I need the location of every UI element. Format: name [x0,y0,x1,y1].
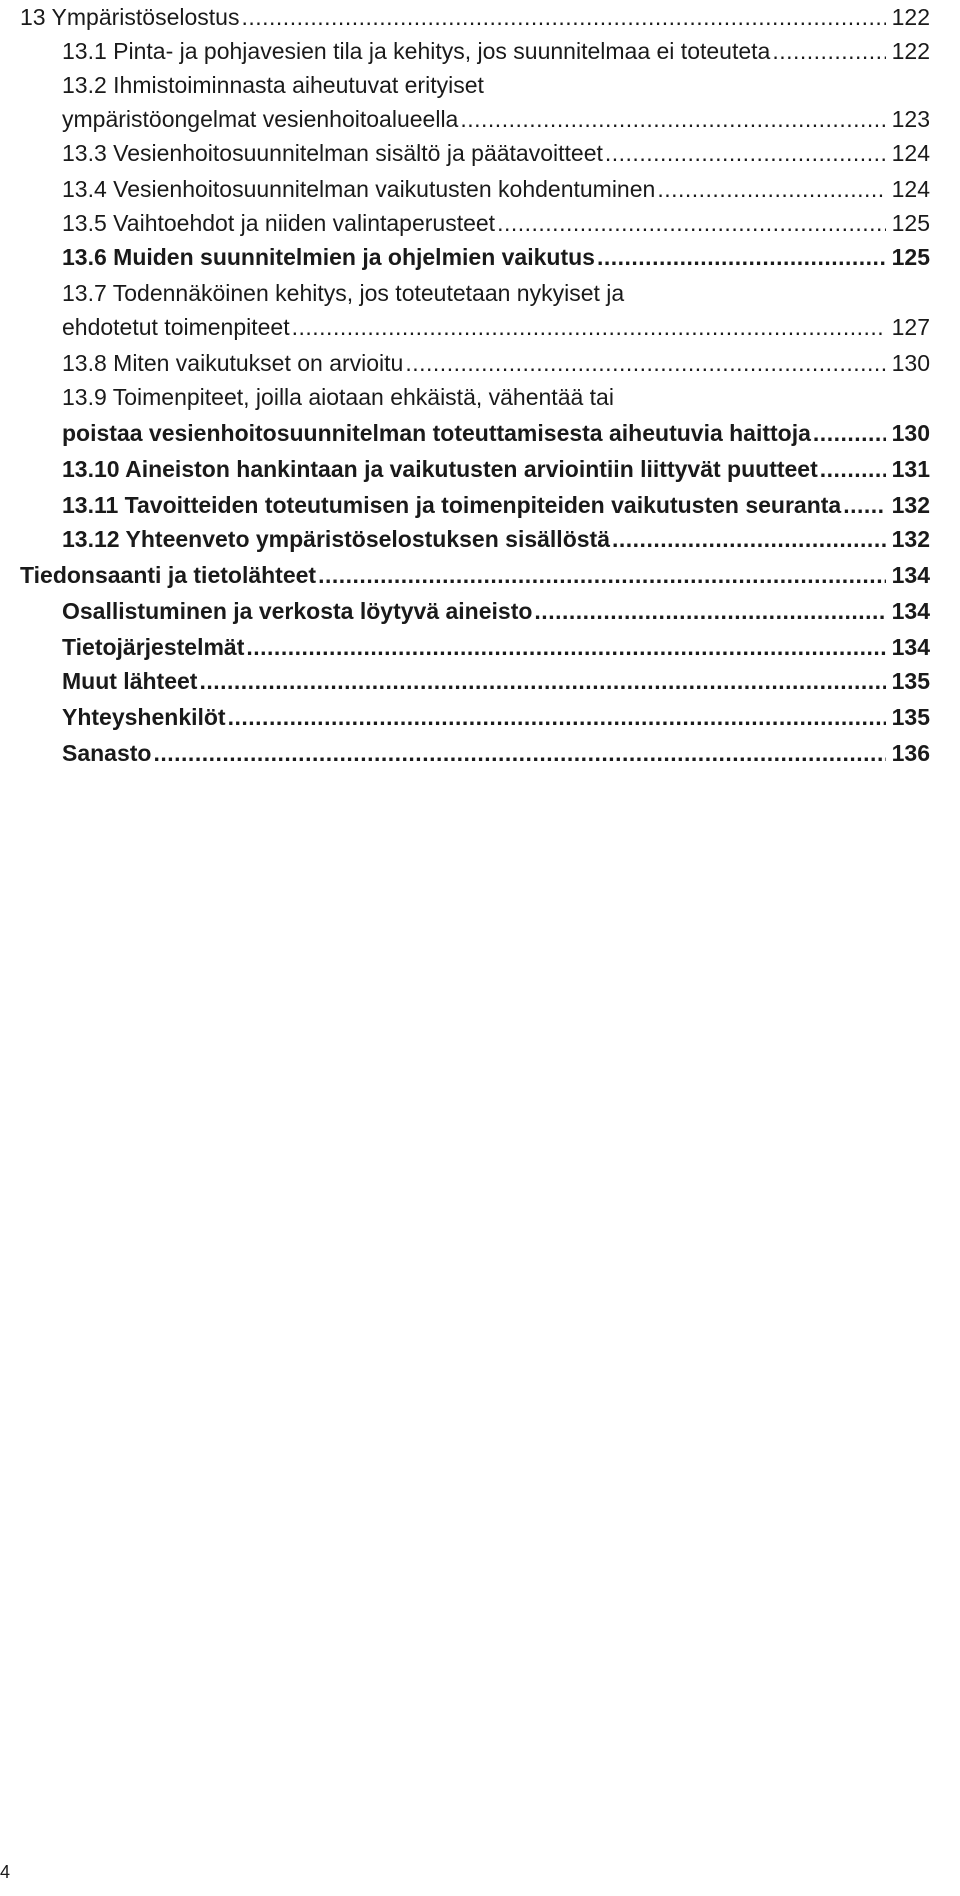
toc-entry-title-line1[interactable]: 13.7 Todennäköinen kehitys, jos toteutetaan nykyiset ja [62,280,625,306]
toc-entry[interactable] [62,102,930,136]
dot-leader [318,558,886,592]
toc-entry-title: 13.1 Pinta- ja pohjavesien tila ja kehitys, jos suunnitelmaa ei toteuteta [62,38,771,64]
dot-leader [241,0,885,34]
toc-entry[interactable] [62,346,930,380]
toc-entry-title: 13.10 Aineiston hankintaan ja vaikutusten arviointiin liittyvät puutteet [62,456,818,482]
toc-entry-title: 13.3 Vesienhoitosuunnitelman sisältö ja päätavoitteet [62,140,603,166]
toc-entry-page: 131 [891,456,930,482]
toc-entry-page: 130 [891,350,930,376]
toc-entry-page: 127 [891,314,930,340]
toc-entry[interactable] [62,700,930,734]
toc-entry[interactable] [62,594,930,628]
toc-entry-title: ympäristöongelmat vesienhoitoalueella [62,106,459,132]
toc-entry[interactable] [20,0,930,34]
toc-entry-title: Tietojärjestelmät [62,634,245,660]
toc-entry-page: 125 [891,244,930,270]
toc-entry[interactable] [62,172,930,206]
toc-entry[interactable] [62,206,930,240]
page-number: 4 [0,1862,11,1882]
toc-entry[interactable] [62,416,930,450]
toc-entry-title: Yhteyshenkilöt [62,704,226,730]
dot-leader [597,240,886,274]
dot-leader [612,522,886,556]
toc-entry-title: Tiedonsaanti ja tietolähteet [20,562,317,588]
toc-entry-page: 124 [891,176,930,202]
toc-entry-page: 132 [891,492,930,518]
toc-entry-title: 13.4 Vesienhoitosuunnitelman vaikutusten kohdentuminen [62,176,656,202]
toc-entry-page: 130 [891,420,930,446]
toc-entry-title: 13 Ympäristöselostus [20,4,240,30]
toc-entry-title-line1[interactable]: 13.9 Toimenpiteet, joilla aiotaan ehkäistä, vähentää tai [62,384,614,410]
toc-entry-title: Muut lähteet [62,668,198,694]
toc-entry-page: 135 [891,668,930,694]
toc-entry-page: 122 [891,38,930,64]
dot-leader [497,206,886,240]
toc-entry-page: 132 [891,526,930,552]
toc-entry-title: 13.11 Tavoitteiden toteutumisen ja toimenpiteiden vaikutusten seuranta [62,492,842,518]
dot-leader [228,700,886,734]
dot-leader [843,488,885,522]
dot-leader [153,736,885,770]
toc-entry-title: 13.6 Muiden suunnitelmien ja ohjelmien vaikutus [62,244,595,270]
toc-entry[interactable] [62,630,930,664]
toc-entry[interactable] [62,452,930,486]
toc-entry-title: Osallistuminen ja verkosta löytyvä aineisto [62,598,533,624]
toc-entry-title: 13.5 Vaihtoehdot ja niiden valintaperusteet [62,210,496,236]
toc-entry[interactable] [62,522,930,556]
toc-entry-title: 13.12 Yhteenveto ympäristöselostuksen sisällöstä [62,526,610,552]
toc-entry-page: 134 [891,634,930,660]
dot-leader [657,172,885,206]
dot-leader [246,630,885,664]
dot-leader [820,452,886,486]
toc-entry-page: 125 [891,210,930,236]
dot-leader [292,310,886,344]
toc-entry-page: 134 [891,598,930,624]
toc-entry-title-line1[interactable]: 13.2 Ihmistoiminnasta aiheutuvat erityiset [62,72,484,98]
toc-entry-title: ehdotetut toimenpiteet [62,314,290,340]
toc-entry-page: 135 [891,704,930,730]
dot-leader [605,136,886,170]
dot-leader [813,416,886,450]
toc-entry[interactable] [62,310,930,344]
toc-entry[interactable] [62,664,930,698]
toc-entry[interactable] [62,240,930,274]
dot-leader [405,346,885,380]
dot-leader [534,594,885,628]
toc-entry[interactable] [20,558,930,592]
dot-leader [772,34,885,68]
toc-entry[interactable] [62,488,930,522]
toc-entry-page: 123 [891,106,930,132]
toc-entry[interactable] [62,34,930,68]
toc-entry[interactable] [62,136,930,170]
dot-leader [199,664,885,698]
toc-entry-title: Sanasto [62,740,152,766]
dot-leader [460,102,885,136]
toc-entry-page: 134 [891,562,930,588]
toc-entry-page: 136 [891,740,930,766]
toc-entry-page: 122 [891,4,930,30]
toc-entry-title: 13.8 Miten vaikutukset on arvioitu [62,350,404,376]
toc-entry[interactable] [62,736,930,770]
toc-entry-title: poistaa vesienhoitosuunnitelman toteuttamisesta aiheutuvia haittoja [62,420,811,446]
toc-entry-page: 124 [891,140,930,166]
